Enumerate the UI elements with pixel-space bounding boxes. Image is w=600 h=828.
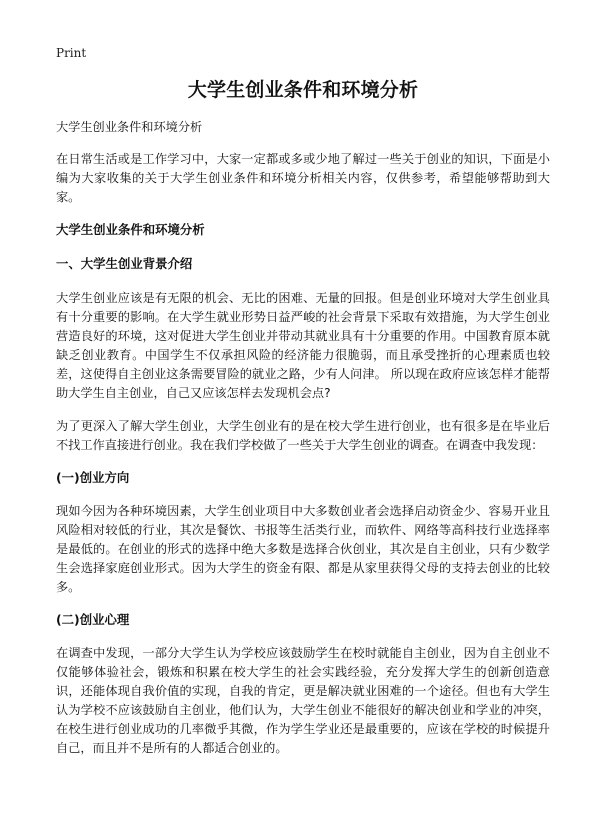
page-title: 大学生创业条件和环境分析 <box>187 79 419 101</box>
background-paragraph: 大学生创业应该是有无限的机会、无比的困难、无量的回报。但是创业环境对大学生创业具有十分重要的影响。在大学生就业形势日益严峻的社会背景下采取有效措施，为大学生创业营造良好的环境，这对促进大学生创业并带动其就业具有十分重要的作用。中国教育原本就缺乏创业教育。中国学生不仅承担风险的经济能力很脆弱，而且承受挫折的心理素质也较差，这使得自主创业这条需要冒险的就业之路，少有人问津。 所以现在政府应该怎样才能帮助大学生自主创业，自己又应该怎样去发现机会点? <box>56 291 550 400</box>
psychology-heading: (二)创业心理 <box>56 612 130 627</box>
part1-heading: 一、大学生创业背景介绍 <box>56 256 193 271</box>
survey-intro-paragraph: 为了更深入了解大学生创业，大学生创业有的是在校大学生进行创业，也有很多是在毕业后不找工作直接进行创业。我在我们学校做了一些关于大学生创业的调查。在调查中我发现： <box>56 419 550 452</box>
section-heading: 大学生创业条件和环境分析 <box>56 222 205 237</box>
direction-heading: (一)创业方向 <box>56 470 130 485</box>
direction-paragraph: 现如今因为各种环境因素，大学生创业项目中大多数创业者会选择启动资金少、容易开业且风险相对较低的行业，其次是餐饮、书报等生活类行业，而软件、网络等高科技行业选择率是最低的。在创业的形式的选择中绝大多数是选择合伙创业，其次是自主创业，只有少数学生会选择家庭创业形式。因为大学生的资金有限、都是从家里获得父母的支持去创业的比较多。 <box>56 504 550 594</box>
intro-paragraph: 在日常生活或是工作学习中，大家一定都或多或少地了解过一些关于创业的知识，下面是小编为大家收集的关于大学生创业条件和环境分析相关内容，仅供参考，希望能够帮助到大家。 <box>56 152 550 204</box>
document-subtitle: 大学生创业条件和环境分析 <box>56 120 203 134</box>
psychology-paragraph: 在调查中发现，一部分大学生认为学校应该鼓励学生在校时就能自主创业，因为自主创业不仅能够体验社会，锻炼和积累在校大学生的社会实践经验，充分发挥大学生的创新创造意识，还能体现自我价值的实现，自我的肯定，更是解决就业困难的一个途径。但也有大学生认为学校不应该鼓励自主创业，他们认为，大学生创业不能很好的解决创业和学业的冲突，在校生进行创业成功的几率微乎其微，作为学生学业还是最重要的，应该在学校的时候提升自己，而且并不是所有的人都适合创业的。 <box>56 646 550 755</box>
print-link[interactable]: Print <box>56 46 87 60</box>
